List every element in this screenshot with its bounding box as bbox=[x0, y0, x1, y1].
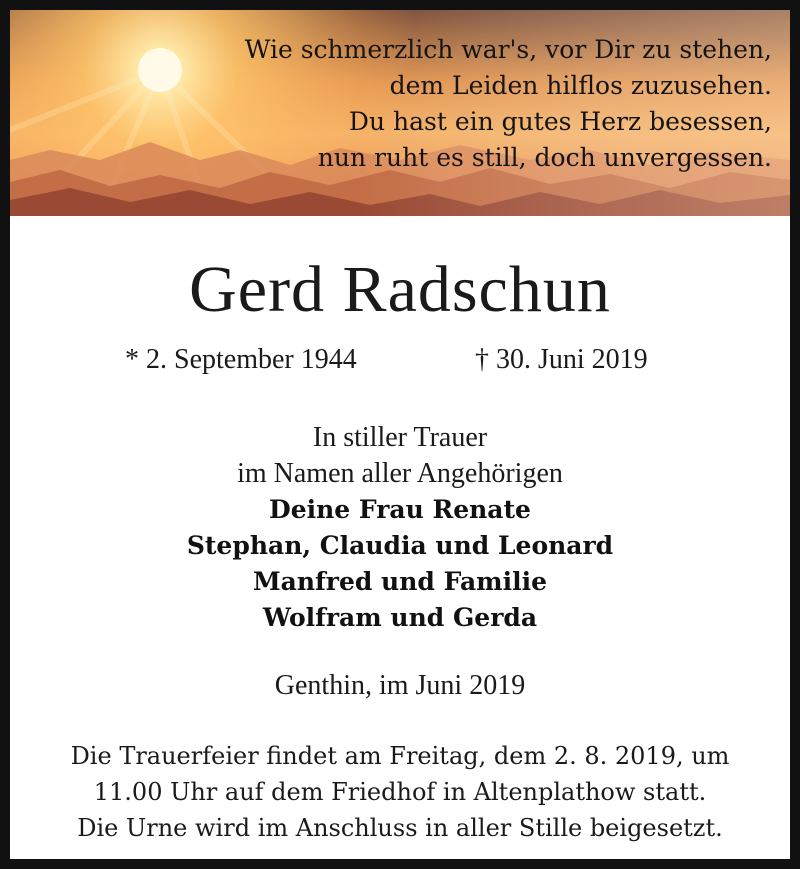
deceased-name: Gerd Radschun bbox=[189, 253, 611, 326]
place-date: Genthin, im Juni 2019 bbox=[274, 670, 526, 701]
poem-line: Wie schmerzlich war's, vor Dir zu stehen, bbox=[244, 35, 772, 64]
life-dates bbox=[10, 342, 790, 382]
service-line: Die Urne wird im Anschluss in aller Stille beigesetzt. bbox=[77, 814, 723, 842]
poem bbox=[245, 32, 772, 176]
service-line: Die Trauerfeier findet am Freitag, dem 2. 8. 2019, um bbox=[70, 742, 730, 770]
header-banner bbox=[10, 10, 790, 216]
mourners-block bbox=[10, 420, 790, 636]
birth-date: * 2. September 1944 bbox=[125, 344, 357, 375]
poem-line: nun ruht es still, doch unvergessen. bbox=[317, 143, 772, 172]
funeral-service-notice bbox=[10, 738, 790, 846]
mourner-name: Deine Frau Renate bbox=[269, 495, 531, 524]
death-date: † 30. Juni 2019 bbox=[475, 344, 648, 375]
mourner-name: Wolfram und Gerda bbox=[262, 603, 538, 632]
mourner-name: Stephan, Claudia und Leonard bbox=[186, 531, 614, 560]
mourning-intro: In stiller Trauer bbox=[312, 422, 488, 453]
poem-line: Du hast ein gutes Herz besessen, bbox=[348, 107, 772, 136]
mourner-name: Manfred und Familie bbox=[252, 567, 548, 596]
service-line: 11.00 Uhr auf dem Friedhof in Altenplathow statt. bbox=[93, 778, 707, 806]
poem-line: dem Leiden hilflos zuzusehen. bbox=[389, 71, 772, 100]
mourning-intro: im Namen aller Angehörigen bbox=[237, 458, 563, 489]
